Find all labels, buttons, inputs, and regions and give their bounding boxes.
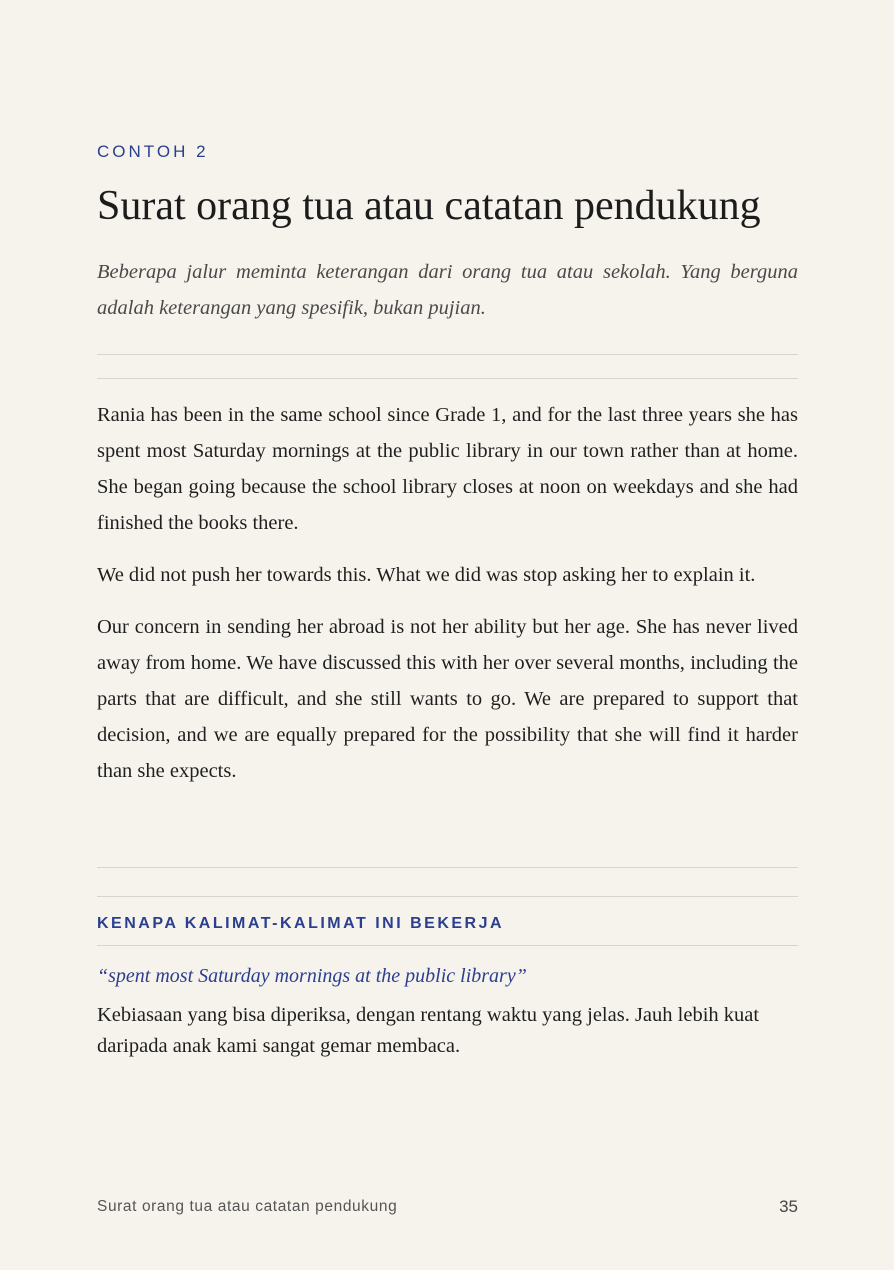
letter-paragraph: Rania has been in the same school since Grade 1, and for the last three years she has spent most Saturday mornings at the public library in our town rather than at home. She began going because the school library closes at noon on weekdays and she had finished the books there.: [97, 404, 798, 534]
running-title: Surat orang tua atau catatan pendukung: [97, 1198, 398, 1215]
section-eyebrow: CONTOH 2: [97, 142, 209, 161]
analysis-heading: KENAPA KALIMAT-KALIMAT INI BEKERJA: [97, 915, 505, 932]
letter-paragraph: Our concern in sending her abroad is not her ability but her age. She has never lived away from home. We have discussed this with her over several months, including the parts that are difficult, and she still wants to go. We are prepared to support that decision, and we are equally prepared for the possibility that she will find it harder than she expects.: [97, 616, 798, 782]
letter-excerpt: [97, 397, 798, 805]
analysis-explanation: Kebiasaan yang bisa diperiksa, dengan rentang waktu yang jelas. Jauh lebih kuat daripada anak kami sangat gemar membaca.: [97, 1004, 760, 1057]
divider: [97, 867, 798, 868]
divider: [97, 378, 798, 379]
letter-paragraph: We did not push her towards this. What we did was stop asking her to explain it.: [97, 564, 756, 586]
divider: [97, 354, 798, 355]
page-title: Surat orang tua atau catatan pendukung: [97, 183, 761, 229]
analysis-quote: “spent most Saturday mornings at the public library”: [97, 965, 527, 987]
divider: [97, 896, 798, 897]
page-subtitle: Beberapa jalur meminta keterangan dari orang tua atau sekolah. Yang berguna adalah keterangan yang spesifik, bukan pujian.: [97, 261, 798, 319]
page-number: 35: [779, 1197, 798, 1216]
divider: [97, 945, 798, 946]
